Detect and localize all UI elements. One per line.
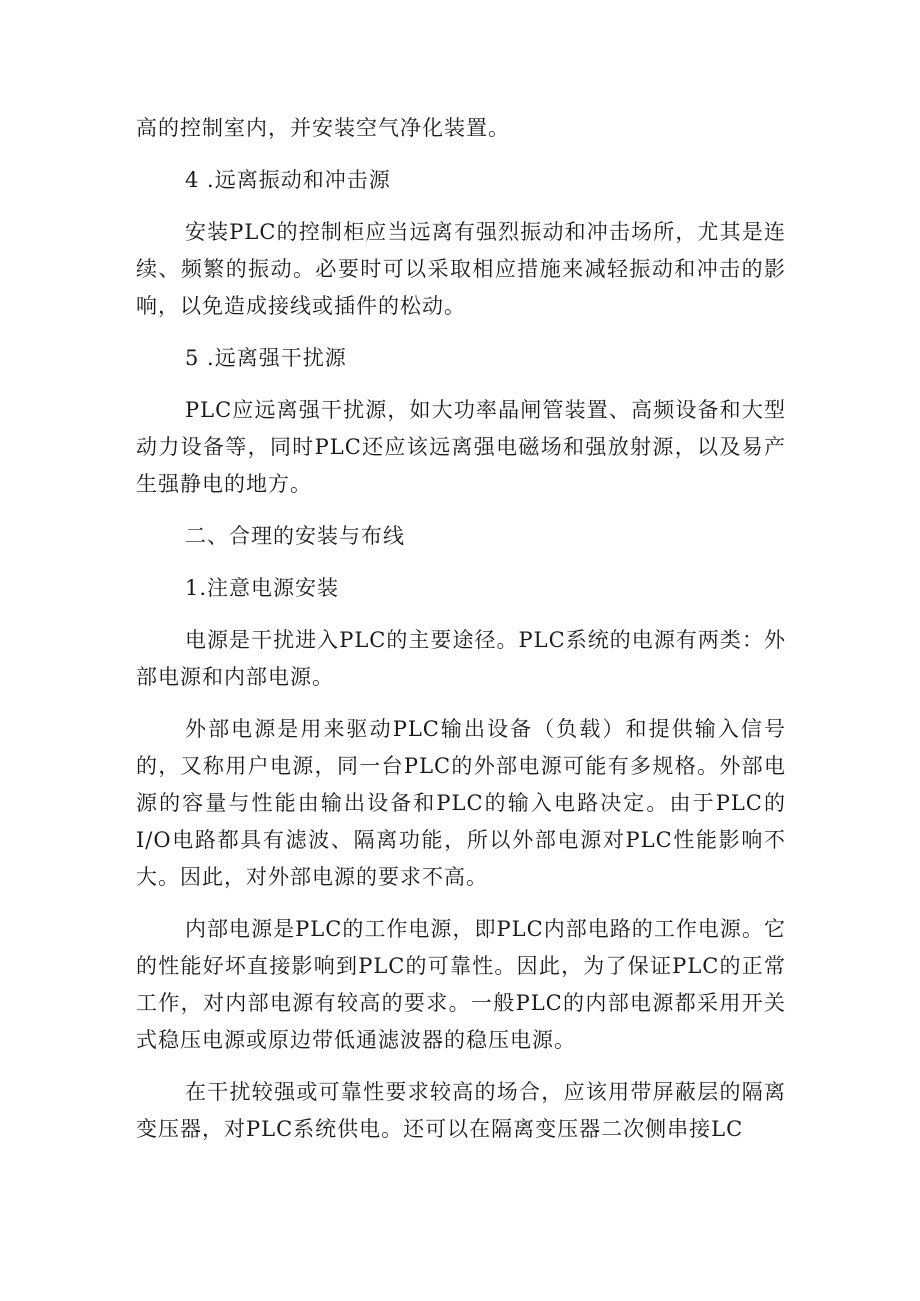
section-heading-4: 4 .远离振动和冲击源 — [185, 168, 391, 192]
paragraph: 在干扰较强或可靠性要求较高的场合，应该用带屏蔽层的隔离变压器，对PLC系统供电。还可以在隔离变压器二次侧串接LC — [136, 1080, 786, 1141]
paragraph: 电源是干扰进入PLC的主要途径。PLC系统的电源有两类：外部电源和内部电源。 — [136, 628, 786, 689]
paragraph: 外部电源是用来驱动PLC输出设备（负载）和提供输入信号的，又称用户电源，同一台PLC的外部电源可能有多规格。外部电源的容量与性能由输出设备和PLC的输入电路决定。由于PLC的I/O电路都具有滤波、隔离功能，所以外部电源对PLC性能影响不大。因此，对外部电源的要求不高。 — [136, 717, 786, 889]
paragraph-continuation: 高的控制室内，并安装空气净化装置。 — [136, 116, 510, 140]
paragraph: 内部电源是PLC的工作电源，即PLC内部电路的工作电源。它的性能好坏直接影响到PLC的可靠性。因此，为了保证PLC的正常工作，对内部电源有较高的要求。一般PLC的内部电源都采用开关式稳压电源或原边带低通滤波器的稳压电源。 — [136, 917, 786, 1052]
paragraph: 安装PLC的控制柜应当远离有强烈振动和冲击场所，尤其是连续、频繁的振动。必要时可以采取相应措施来减轻振动和冲击的影响，以免造成接线或插件的松动。 — [136, 220, 786, 318]
document-body — [136, 110, 786, 1163]
section-heading-5: 5 .远离强干扰源 — [185, 346, 347, 370]
chapter-heading-2: 二、合理的安装与布线 — [185, 524, 405, 548]
subsection-heading-1: 1.注意电源安装 — [185, 576, 340, 600]
paragraph: PLC应远离强干扰源，如大功率晶闸管装置、高频设备和大型动力设备等，同时PLC还应该远离强电磁场和强放射源，以及易产生强静电的地方。 — [136, 398, 786, 496]
